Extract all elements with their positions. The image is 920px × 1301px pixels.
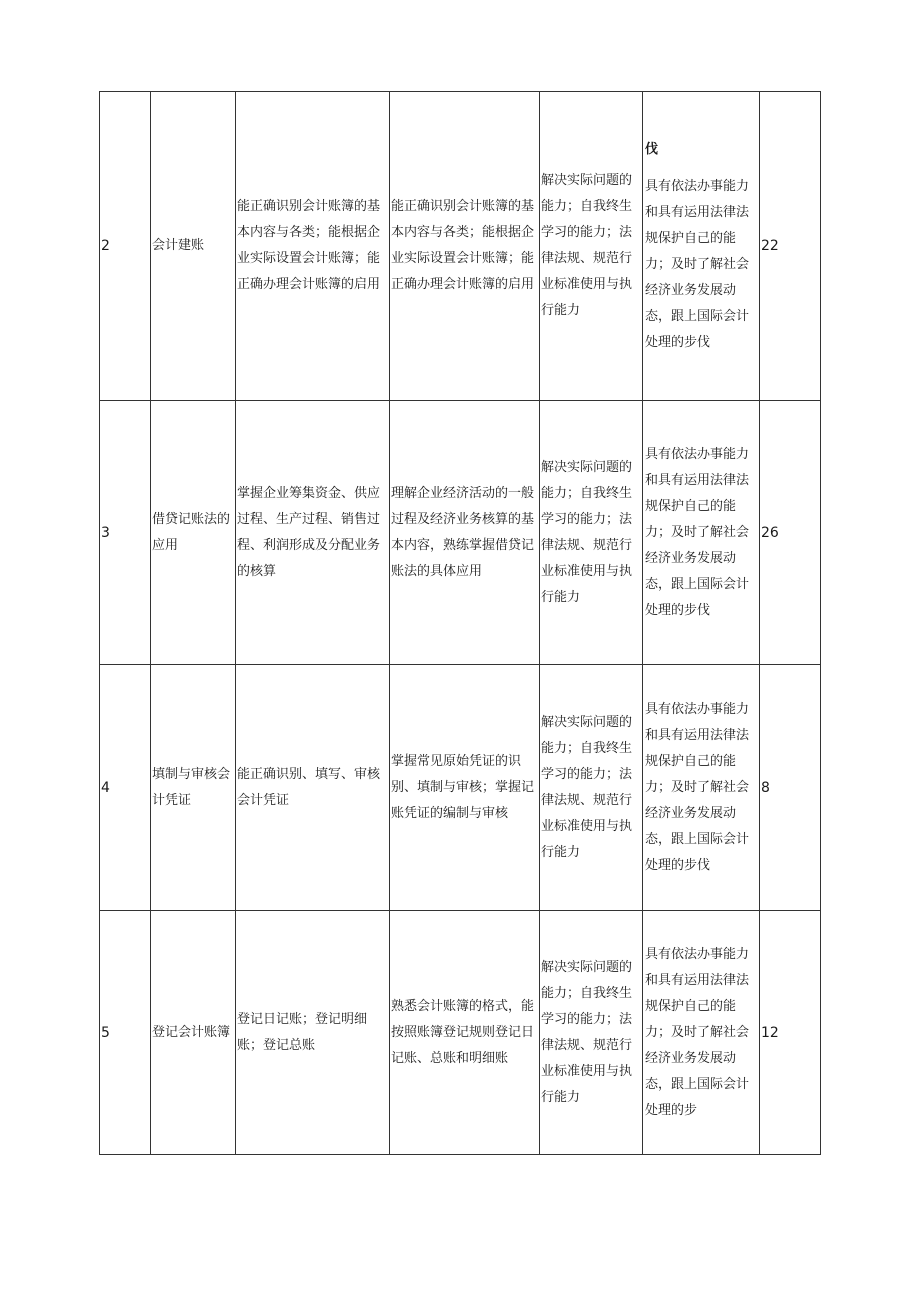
row-index: 3 [100, 401, 151, 665]
quality-requirements: 具有依法办事能力和具有运用法律法规保护自己的能力；及时了解社会经济业务发展动态，跟上国际会计处理的步伐 [645, 178, 750, 350]
ability-requirements: 解决实际问题的能力；自我终生学习的能力；法律法规、规范行业标准使用与执行能力 [540, 92, 643, 401]
table-row [100, 401, 821, 665]
knowledge-requirements: 熟悉会计账簿的格式，能按照账簿登记规则登记日记账、总账和明细账 [390, 911, 540, 1155]
module-name: 借贷记账法的应用 [151, 401, 236, 665]
ability-requirements: 解决实际问题的能力；自我终生学习的能力；法律法规、规范行业标准使用与执行能力 [540, 665, 643, 911]
row-index: 5 [100, 911, 151, 1155]
table-row [100, 911, 821, 1155]
carryover-text: 伐 [645, 141, 659, 157]
knowledge-requirements: 掌握常见原始凭证的识别、填制与审核；掌握记账凭证的编制与审核 [390, 665, 540, 911]
class-hours: 12 [760, 911, 821, 1155]
ability-requirements: 解决实际问题的能力；自我终生学习的能力；法律法规、规范行业标准使用与执行能力 [540, 911, 643, 1155]
module-name: 会计建账 [151, 92, 236, 401]
quality-requirements: 具有依法办事能力和具有运用法律法规保护自己的能力；及时了解社会经济业务发展动态，跟上国际会计处理的步 [643, 911, 760, 1155]
skill-requirements: 能正确识别、填写、审核会计凭证 [236, 665, 390, 911]
class-hours: 26 [760, 401, 821, 665]
module-name: 填制与审核会计凭证 [151, 665, 236, 911]
row-index: 2 [100, 92, 151, 401]
knowledge-requirements: 能正确识别会计账簿的基本内容与各类；能根据企业实际设置会计账簿；能正确办理会计账簿的启用 [390, 92, 540, 401]
curriculum-table [99, 91, 821, 1155]
skill-requirements: 登记日记账；登记明细账；登记总账 [236, 911, 390, 1155]
class-hours: 22 [760, 92, 821, 401]
quality-requirements-cell [643, 92, 760, 401]
skill-requirements: 掌握企业筹集资金、供应过程、生产过程、销售过程、利润形成及分配业务的核算 [236, 401, 390, 665]
ability-requirements: 解决实际问题的能力；自我终生学习的能力；法律法规、规范行业标准使用与执行能力 [540, 401, 643, 665]
knowledge-requirements: 理解企业经济活动的一般过程及经济业务核算的基本内容，熟练掌握借贷记账法的具体应用 [390, 401, 540, 665]
table-row [100, 665, 821, 911]
row-index: 4 [100, 665, 151, 911]
module-name: 登记会计账簿 [151, 911, 236, 1155]
quality-requirements: 具有依法办事能力和具有运用法律法规保护自己的能力；及时了解社会经济业务发展动态，跟上国际会计处理的步伐 [643, 665, 760, 911]
quality-requirements: 具有依法办事能力和具有运用法律法规保护自己的能力；及时了解社会经济业务发展动态，跟上国际会计处理的步伐 [643, 401, 760, 665]
class-hours: 8 [760, 665, 821, 911]
skill-requirements: 能正确识别会计账簿的基本内容与各类；能根据企业实际设置会计账簿；能正确办理会计账簿的启用 [236, 92, 390, 401]
table-row [100, 92, 821, 401]
